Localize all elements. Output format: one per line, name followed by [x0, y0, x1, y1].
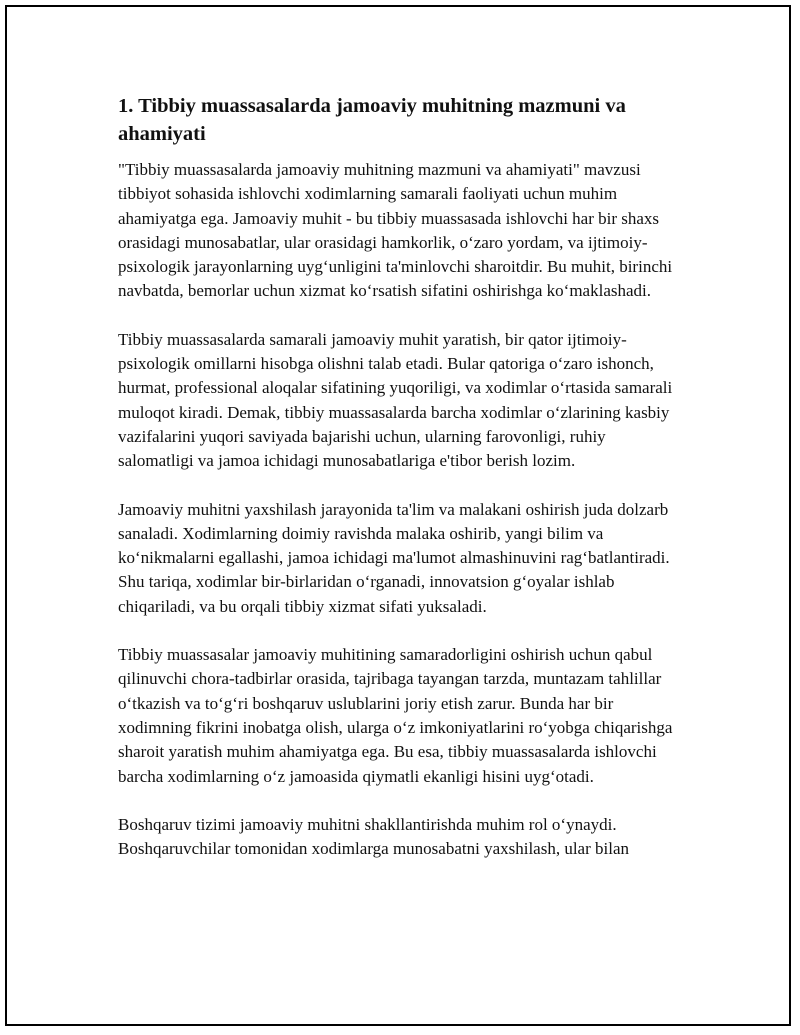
paragraph-5: Boshqaruv tizimi jamoaviy muhitni shakllantirishda muhim rol o‘ynaydi. Boshqaruvchilar tomonidan xodimlarga munosabatni yaxshilash, ular bilan	[118, 814, 630, 859]
paragraph-3: Jamoaviy muhitni yaxshilash jarayonida ta'lim va malakani oshirish juda dolzarb sanaladi. Xodimlarning doimiy ravishda malaka oshirib, yangi bilim va ko‘nikmalarni egallashi, jamoa ichidagi ma'lumot almashinuvini rag‘batlantiradi. Shu tariqa, xodimlar bir-birlaridan o‘rganadi, innovatsion g‘oyalar ishlab chiqariladi, va bu orqali tibbiy xizmat sifati yuksaladi.	[118, 499, 670, 616]
paragraph-4: Tibbiy muassasalar jamoaviy muhitining samaradorligini oshirish uchun qabul qilinuvchi chora-tadbirlar orasida, tajribaga tayangan tarzda, muntazam tahlillar o‘tkazish va to‘g‘ri boshqaruv uslublarini joriy etish zarur. Bunda har bir xodimning fikrini inobatga olish, ularga o‘z imkoniyatlarini ro‘yobga chiqarishga sharoit yaratish muhim ahamiyatga ega. Bu esa, tibbiy muassasalarda ishlovchi barcha xodimlarning o‘z jamoasida qiymatli ekanligi hisini uyg‘otadi.	[118, 645, 673, 786]
paragraph-2: Tibbiy muassasalarda samarali jamoaviy muhit yaratish, bir qator ijtimoiy-psixologik omillarni hisobga olishni talab etadi. Bular qatoriga o‘zaro ishonch, hurmat, professional aloqalar sifatining yuqoriligi, va xodimlar o‘rtasida samarali muloqot kiradi. Demak, tibbiy muassasalarda barcha xodimlar o‘zlarining kasbiy vazifalarini yuqori saviyada bajarishi uchun, ularning farovonligi, ruhiy salomatligi va jamoa ichidagi munosabatlariga e'tibor berish lozim.	[118, 329, 673, 471]
section-heading: 1. Tibbiy muassasalarda jamoaviy muhitning mazmuni va ahamiyati	[118, 95, 626, 145]
document-body	[118, 92, 678, 885]
paragraph-1: "Tibbiy muassasalarda jamoaviy muhitning mazmuni va ahamiyati" mavzusi tibbiyot sohasida ishlovchi xodimlarning samarali faoliyati uchun muhim ahamiyatga ega. Jamoaviy muhit - bu tibbiy muassasada ishlovchi har bir shaxs orasidagi munosabatlar, ular orasidagi hamkorlik, o‘zaro yordam, va ijtimoiy-psixologik jarayonlarning uyg‘unligini ta'minlovchi sharoitdir. Bu muhit, birinchi navbatda, bemorlar uchun xizmat ko‘rsatish sifatini oshirishga ko‘maklashadi.	[118, 160, 673, 301]
